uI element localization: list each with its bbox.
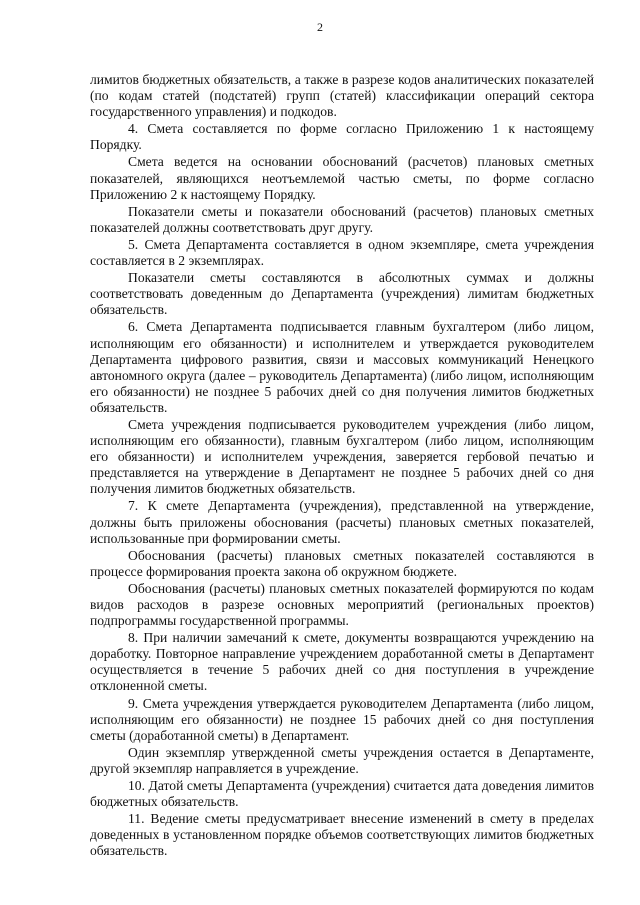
paragraph: Смета ведется на основании обоснований (расчетов) плановых сметных показателей, являющихся неотъемлемой частью сметы, по форме согласно Приложению 2 к настоящему Порядку. (90, 154, 594, 202)
paragraph-item-7: 7. К смете Департамента (учреждения), представленной на утверждение, должны быть приложены обоснования (расчеты) плановых сметных показателей, использованные при формировании сметы. (90, 498, 594, 546)
paragraph-item-9: 9. Смета учреждения утверждается руководителем Департамента (либо лицом, исполняющим его обязанности) не позднее 15 рабочих дней со дня поступления сметы (доработанной сметы) в Департамент. (90, 695, 594, 743)
paragraph-item-4: 4. Смета составляется по форме согласно Приложению 1 к настоящему Порядку. (90, 121, 594, 153)
document-body (90, 72, 594, 861)
paragraph: Обоснования (расчеты) плановых сметных показателей формируются по кодам видов расходов в разрезе основных мероприятий (региональных проектов) подпрограммы государственной программы. (90, 580, 594, 629)
paragraph-continuation: лимитов бюджетных обязательств, а также в разрезе кодов аналитических показателей (по кодам статей (подстатей) групп (статей) классификации операций сектора государственного управления) и подкодов. (90, 72, 594, 120)
paragraph: Показатели сметы составляются в абсолютных суммах и должны соответствовать доведенным до Департамента (учреждения) лимитам бюджетных обязательств. (90, 270, 594, 318)
paragraph: Один экземпляр утвержденной сметы учреждения остается в Департаменте, другой экземпляр направляется в учреждение. (90, 744, 594, 776)
page-number: 2 (317, 20, 323, 34)
paragraph: Смета учреждения подписывается руководителем учреждения (либо лицом, исполняющим его обязанности), главным бухгалтером (либо лицом, исполняющим его обязанности) и исполнителем учреждения, заверяется гербовой печатью и представляется на утверждение в Департамент не позднее 5 рабочих дней со дня получения лимитов бюджетных обязательств. (90, 416, 594, 497)
paragraph-item-11: 11. Ведение сметы предусматривает внесение изменений в смету в пределах доведенных в установленном порядке объемов соответствующих лимитов бюджетных обязательств. (90, 811, 594, 859)
paragraph: Обоснования (расчеты) плановых сметных показателей составляются в процессе формирования проекта закона об окружном бюджете. (90, 547, 594, 579)
paragraph: Показатели сметы и показатели обоснований (расчетов) плановых сметных показателей должны соответствовать друг другу. (90, 203, 594, 235)
paragraph-item-5: 5. Смета Департамента составляется в одном экземпляре, смета учреждения составляется в 2 экземплярах. (90, 236, 594, 269)
paragraph-item-10: 10. Датой сметы Департамента (учреждения) считается дата доведения лимитов бюджетных обязательств. (90, 778, 594, 810)
paragraph-item-6: 6. Смета Департамента подписывается главным бухгалтером (либо лицом, исполняющим его обязанности) и исполнителем и утверждается руководителем Департамента цифрового развития, связи и массовых коммуникаций Ненецкого автономного округа (далее – руководитель Департамента) (либо лицом, исполняющим его обязанности) не позднее 5 рабочих дней со дня получения лимитов бюджетных обязательств. (90, 319, 594, 415)
paragraph-item-8: 8. При наличии замечаний к смете, документы возвращаются учреждению на доработку. Повторное направление учреждением доработанной сметы в Департамент осуществляется в течение 5 рабочих дней со дня поступления в учреждение отклоненной сметы. (90, 630, 594, 694)
